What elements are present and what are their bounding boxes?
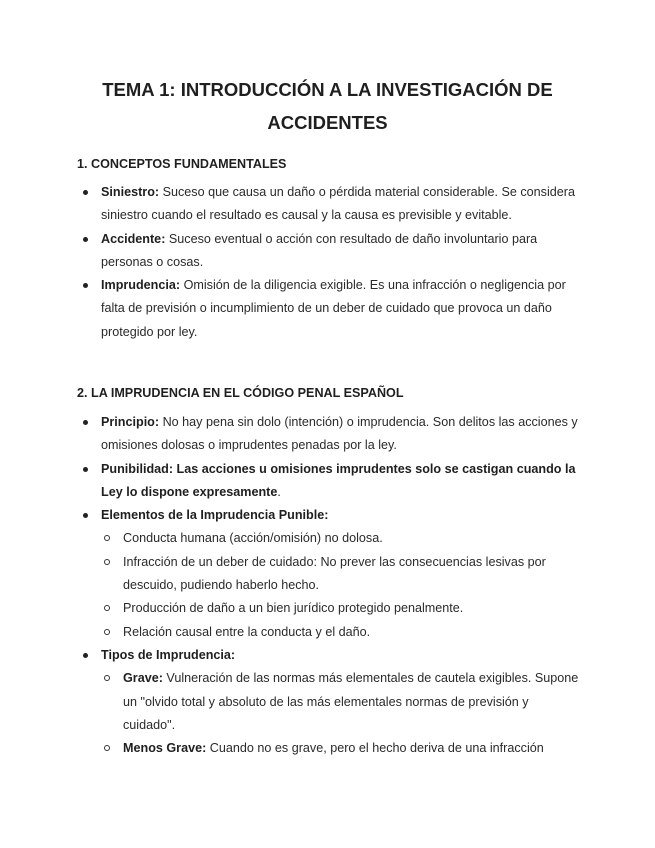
title-line-2: ACCIDENTES [267, 112, 388, 133]
definition-imprudencia: Omisión de la diligencia exigible. Es una infracción o negligencia por falta de previsión o incumplimiento de un deber de cuidado que provoca un daño protegido por ley. [101, 278, 566, 339]
list-item-accidente [0, 228, 655, 275]
term-tipos: Tipos de Imprudencia: [101, 647, 236, 662]
list-item-tipos [0, 644, 655, 760]
term-accidente: Accidente: [101, 231, 166, 246]
term-menos-grave: Menos Grave: [123, 741, 207, 756]
definition-accidente: Suceso eventual o acción con resultado de daño involuntario para personas o cosas. [101, 231, 538, 269]
section-heading-conceptos: 1. CONCEPTOS FUNDAMENTALES [77, 157, 287, 171]
section-heading-codigo-penal: 2. LA IMPRUDENCIA EN EL CÓDIGO PENAL ESPAÑOL [77, 386, 404, 400]
list-item-elementos [0, 504, 655, 644]
tipos-sublist [101, 667, 581, 760]
sublist-item: Conducta humana (acción/omisión) no dolosa. [101, 527, 581, 550]
sublist-item-menos-grave [101, 737, 581, 760]
term-elementos: Elementos de la Imprudencia Punible: [101, 508, 329, 523]
conceptos-list [0, 181, 655, 344]
sublist-item-grave [101, 667, 581, 737]
definition-siniestro: Suceso que causa un daño o pérdida material considerable. Se considera siniestro cuando el resultado es causal y la causa es previsible y evitable. [101, 185, 575, 223]
definition-grave: Vulneración de las normas más elementales de cautela exigibles. Supone un "olvido total y absoluto de las más elementales normas de previsión y cuidado". [123, 671, 579, 732]
definition-menos-grave: Cuando no es grave, pero el hecho deriva de una infracción [206, 741, 544, 756]
list-item-siniestro [0, 181, 655, 228]
definition-principio: No hay pena sin dolo (intención) o imprudencia. Son delitos las acciones y omisiones dolosas o imprudentes penadas por la ley. [101, 415, 578, 453]
term-imprudencia: Imprudencia: [101, 278, 181, 293]
punibilidad-end: . [277, 484, 281, 499]
term-punibilidad: Punibilidad: Las acciones u omisiones imprudentes solo se castigan cuando la Ley lo dispone expresamente [101, 461, 576, 499]
list-item-punibilidad [0, 458, 655, 505]
list-item-imprudencia [0, 274, 655, 344]
sublist-item: Producción de daño a un bien jurídico protegido penalmente. [101, 597, 581, 620]
sublist-item: Infracción de un deber de cuidado: No prever las consecuencias lesivas por descuido, pudiendo haberlo hecho. [101, 551, 581, 598]
page-title [60, 73, 595, 139]
term-siniestro: Siniestro: [101, 185, 160, 199]
term-grave: Grave: [123, 671, 163, 686]
list-item-principio [0, 411, 655, 458]
sublist-item: Relación causal entre la conducta y el daño. [101, 621, 581, 644]
title-line-1: TEMA 1: INTRODUCCIÓN A LA INVESTIGACIÓN DE [102, 79, 553, 100]
codigo-penal-list [0, 411, 655, 760]
term-principio: Principio: [101, 415, 160, 429]
elementos-sublist [101, 527, 581, 643]
